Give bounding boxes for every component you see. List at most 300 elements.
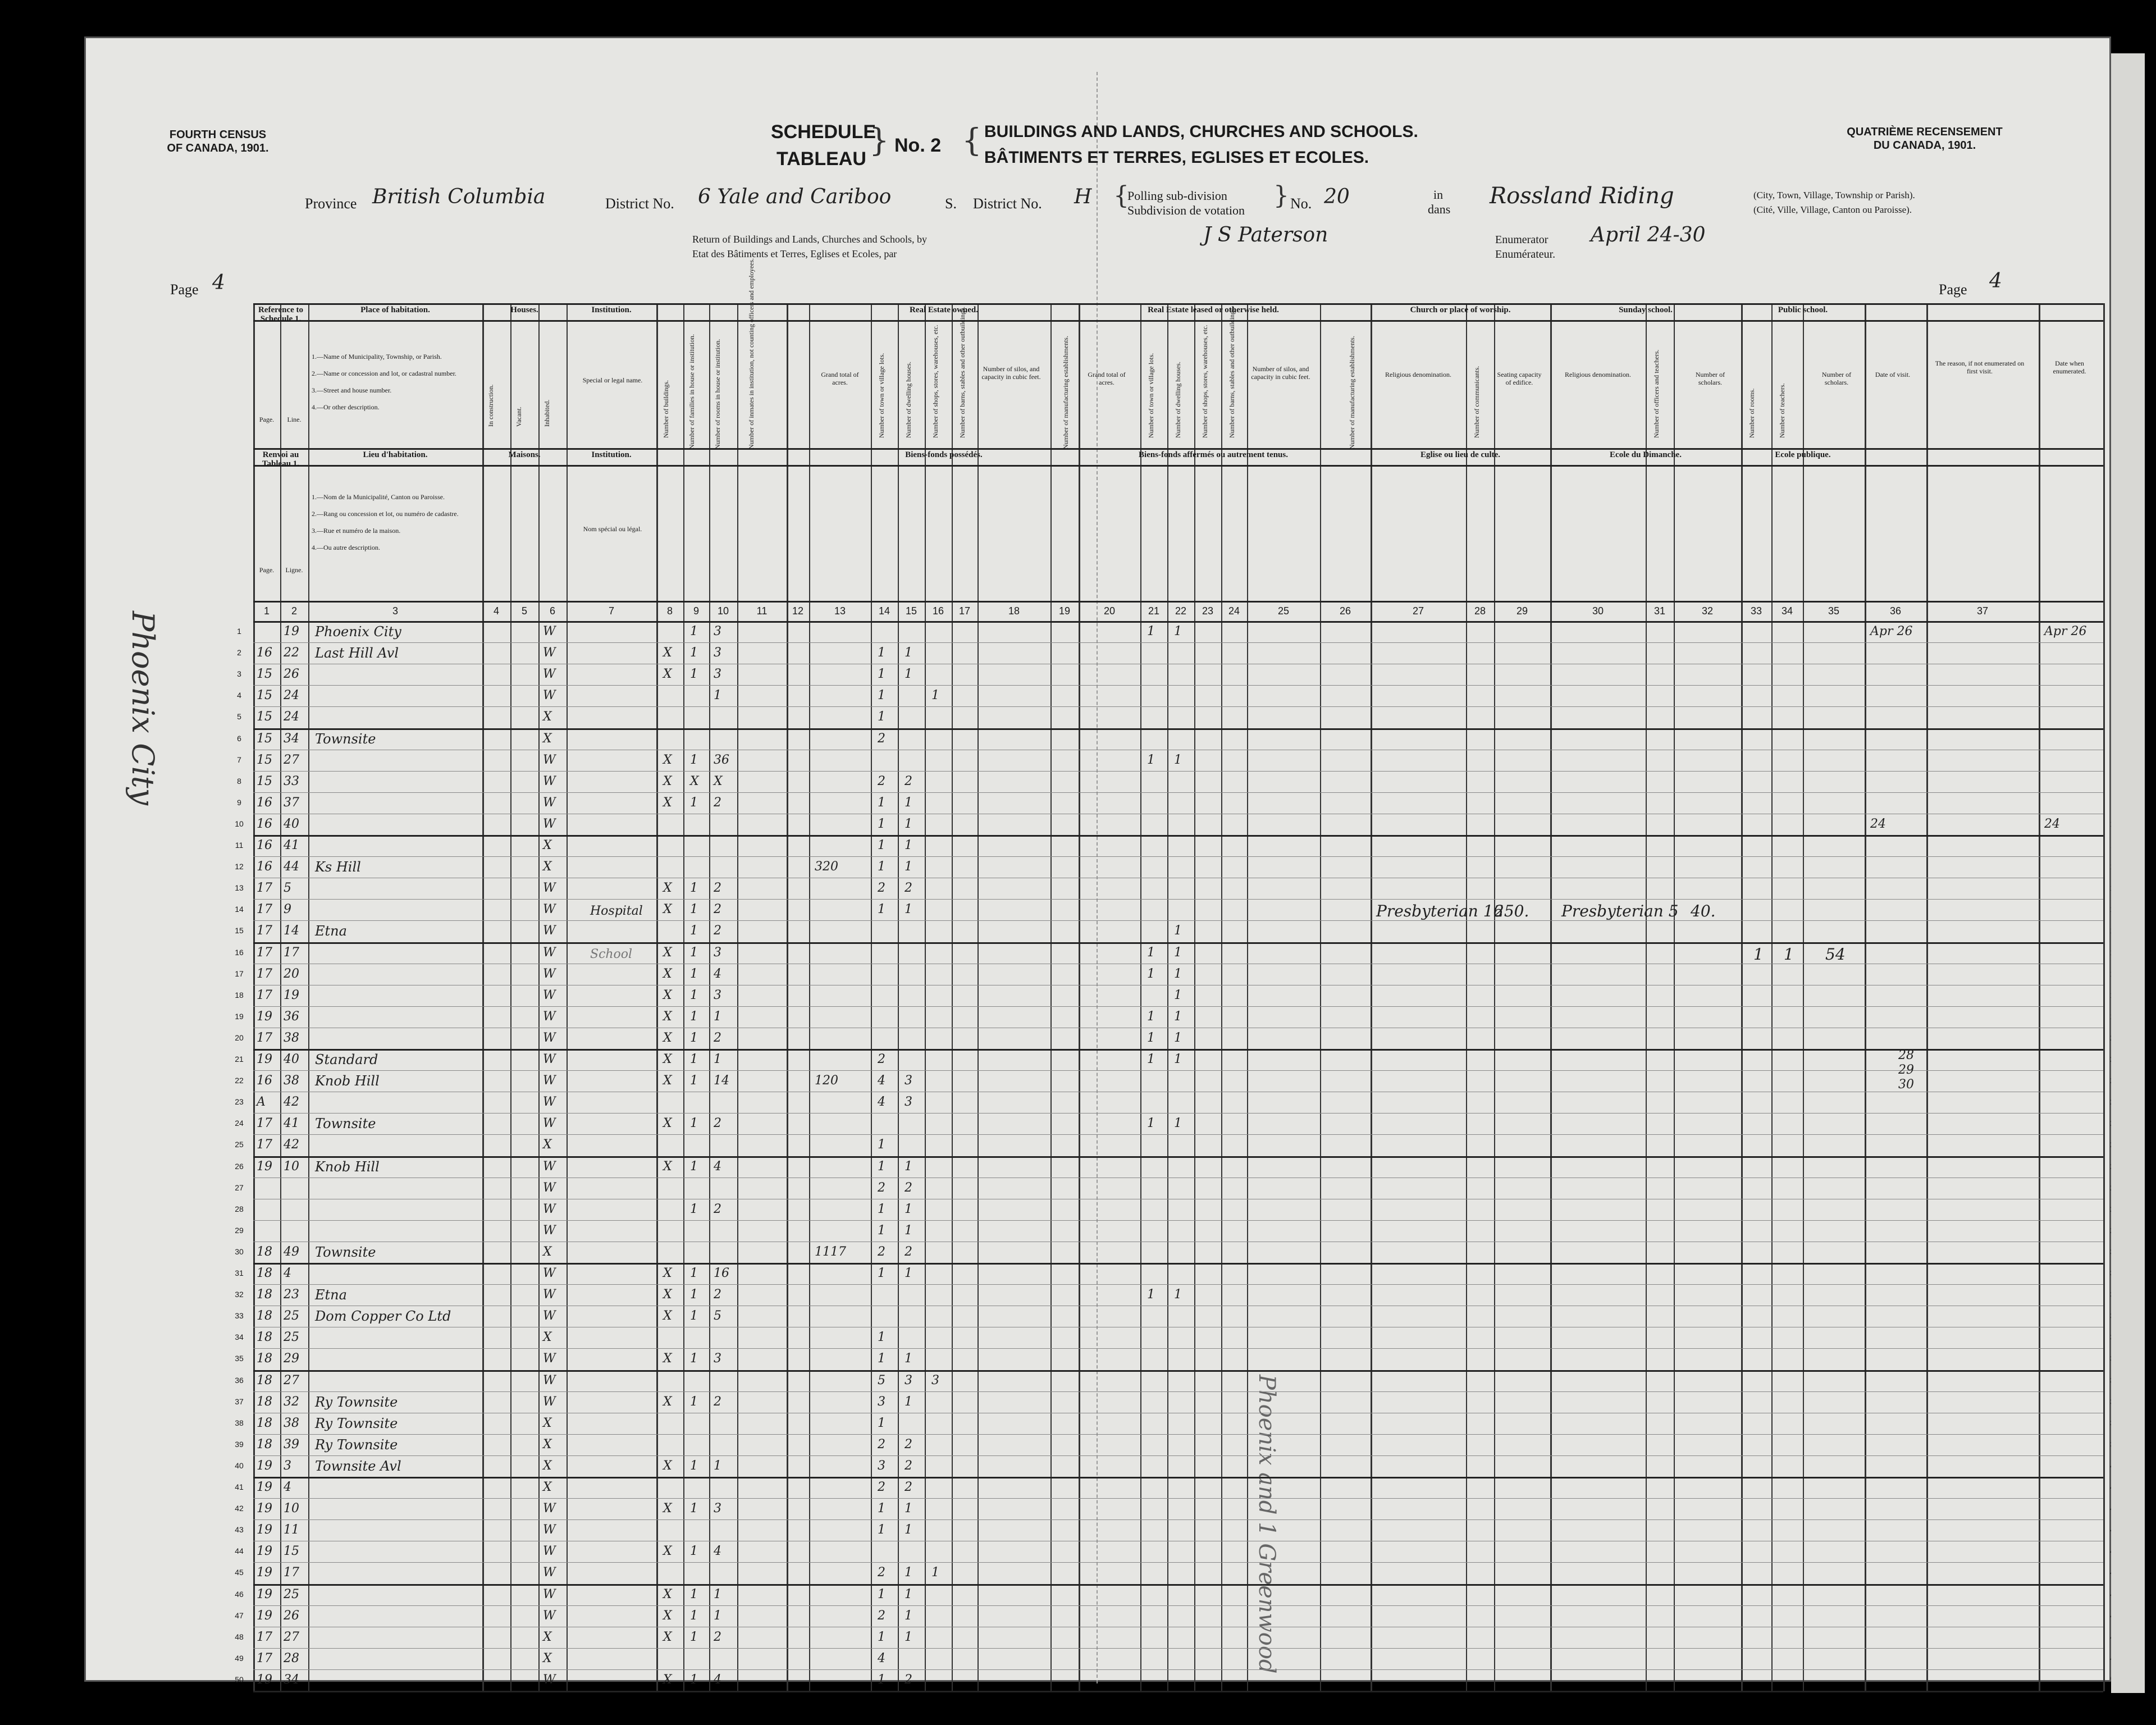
subhead-grand-total-acres-leased: Grand total of acres.: [1088, 371, 1126, 386]
cell-house: X: [543, 1416, 552, 1430]
cell-page: 19: [257, 1159, 272, 1174]
cell-bld: X: [663, 1009, 672, 1024]
cell-dw: 3: [905, 1095, 912, 1110]
cell-page: 17: [257, 1138, 272, 1152]
row-rule: [253, 1605, 2103, 1606]
row-number: 18: [235, 990, 244, 1000]
province-label: Province: [305, 195, 357, 212]
row-number: 16: [235, 947, 244, 957]
brace-polling: {: [1113, 181, 1129, 210]
row-number: 5: [237, 712, 241, 722]
cell-dw: 2: [905, 1458, 912, 1473]
column-rule: [925, 303, 926, 1691]
cell-house: X: [543, 710, 552, 724]
cell-rooms: 5: [714, 1309, 721, 1324]
cell-l20: 1: [1147, 1030, 1155, 1045]
cell-lots: 3: [878, 1394, 885, 1409]
row-number: 39: [235, 1439, 244, 1449]
cell-page: 18: [257, 1352, 272, 1366]
enumerator-value: J S Paterson: [1203, 223, 1328, 247]
cell-bld: X: [663, 966, 672, 981]
row-number: 27: [235, 1183, 244, 1192]
cell-page: 19: [257, 1523, 272, 1537]
page-left-label: Page: [170, 281, 199, 298]
cell-line: 27: [284, 752, 299, 767]
group-sunday-en: Sunday school.: [1619, 305, 1673, 314]
column-number: 9: [693, 605, 699, 617]
cell-house: X: [543, 1330, 552, 1345]
subdistrict-label: District No.: [973, 195, 1042, 212]
cell-line: 11: [284, 1523, 299, 1537]
header-rule: [253, 465, 2103, 467]
cell-lots: 1: [878, 816, 885, 831]
cell-house: W: [543, 1587, 556, 1601]
column-number: 22: [1175, 605, 1187, 617]
cell-l20: 1: [1147, 966, 1155, 981]
column-rule: [1926, 303, 1928, 1691]
cell-line: 34: [284, 731, 299, 746]
group-place-fr: Lieu d'habitation.: [363, 450, 428, 459]
cell-line: 38: [284, 1074, 299, 1088]
column-rule: [737, 303, 738, 1691]
column-rule: [1247, 303, 1248, 1691]
column-number: 35: [1828, 605, 1840, 617]
cell-line: 20: [284, 966, 299, 981]
cell-bld: X: [663, 1630, 672, 1644]
cell-page: 18: [257, 1244, 272, 1259]
column-rule: [482, 303, 484, 1691]
cell-rooms: 3: [714, 667, 721, 682]
cell-house: W: [543, 667, 556, 682]
cell-line: 27: [284, 1373, 299, 1388]
cell-bld: X: [663, 1052, 672, 1066]
row-number: 28: [235, 1204, 244, 1213]
column-number: 16: [932, 605, 944, 617]
cell-page: 18: [257, 1309, 272, 1324]
cell-lots: 1: [878, 1523, 885, 1537]
cell-bld: X: [663, 1394, 672, 1409]
row-number: 15: [235, 926, 244, 935]
cell-bld: X: [663, 646, 672, 660]
row-number: 46: [235, 1589, 244, 1599]
cell-line: 19: [284, 988, 299, 1002]
cell-fam: 1: [690, 795, 698, 810]
cell-dw: 1: [905, 1523, 912, 1537]
cell-page: 17: [257, 902, 272, 917]
column-rule: [1741, 303, 1743, 1691]
cell-l21: 1: [1174, 624, 1182, 638]
column-number: 10: [717, 605, 729, 617]
cell-house: W: [543, 1030, 556, 1045]
place-type-fr: (Cité, Ville, Village, Canton ou Paroisse).: [1753, 204, 1912, 215]
row-number: 48: [235, 1632, 244, 1641]
row-number: 2: [237, 648, 241, 658]
group-reference-en: Reference to Schedule 1.: [258, 305, 304, 323]
group-real-leased-fr: Biens-fonds affermés ou autrement tenus.: [1139, 450, 1288, 459]
group-sunday-fr: Ecole du Dimanche.: [1610, 450, 1682, 459]
cell-line: 27: [284, 1630, 299, 1644]
row-rule: [253, 1477, 2103, 1478]
row-rule: [253, 1498, 2103, 1499]
subhead-num-rooms: Number of rooms in house or institution.: [714, 339, 721, 449]
cell-place: Townsite: [315, 731, 376, 747]
cell-lots: 4: [878, 1074, 885, 1088]
column-number: 7: [608, 605, 614, 617]
cell-line: 38: [284, 1416, 299, 1430]
schedule-number: No. 2: [894, 135, 942, 156]
row15-institution: Hospital: [590, 904, 643, 918]
column-rule: [1371, 303, 1372, 1691]
row-rule: [253, 1263, 2103, 1265]
row15-church: Presbyterian 16: [1376, 902, 1504, 920]
row-number: 41: [235, 1482, 244, 1491]
margin-note-left: Phoenix City: [125, 611, 161, 806]
cell-fam: 1: [690, 924, 698, 938]
cell-fam: 1: [690, 1159, 698, 1174]
cell-line: 26: [284, 667, 299, 682]
subhead-barns: Number of barns, stables and other outbuildings.: [958, 307, 966, 438]
row-rule: [253, 1156, 2103, 1158]
row15-sunday-scholars: 40.: [1691, 902, 1716, 920]
title-en: BUILDINGS AND LANDS, CHURCHES AND SCHOOLS.: [984, 122, 1418, 141]
cell-dw: 1: [905, 838, 912, 852]
row-number: 4: [237, 691, 241, 700]
cell-rooms: 2: [714, 1394, 721, 1409]
cell-l20: 1: [1147, 1009, 1155, 1024]
cell-house: W: [543, 1116, 556, 1131]
column-number: 20: [1103, 605, 1116, 617]
cell-page: 17: [257, 1651, 272, 1665]
row-number: 50: [235, 1674, 244, 1684]
column-rule: [1140, 303, 1141, 1691]
cell-house: X: [543, 1138, 552, 1152]
cell-house: W: [543, 1523, 556, 1537]
row-number: 22: [235, 1076, 244, 1085]
cell-line: 29: [284, 1352, 299, 1366]
cell-lots: 1: [878, 1223, 885, 1238]
cell-l21: 1: [1174, 924, 1182, 938]
cell-page: 18: [257, 1330, 272, 1345]
cell-line: 41: [284, 838, 299, 852]
column-rule: [1646, 303, 1647, 1691]
cell-page: 19: [257, 1458, 272, 1473]
cell-dw: 1: [905, 1202, 912, 1216]
subhead-town-lots: Number of town or village lots.: [878, 353, 885, 438]
cell-house: W: [543, 945, 556, 960]
cell-rooms: 36: [714, 752, 729, 767]
column-rule: [280, 303, 281, 1691]
cell-dw: 1: [905, 1502, 912, 1516]
row-rule: [253, 899, 2103, 900]
cell-dw: 1: [905, 1352, 912, 1366]
cell-rooms: 2: [714, 1630, 721, 1644]
brace-no: }: [1273, 181, 1289, 210]
row-rule: [253, 856, 2103, 857]
cell-dw: 2: [905, 774, 912, 788]
column-number: 13: [834, 605, 846, 617]
cell-line: 39: [284, 1437, 299, 1452]
cell-page: 16: [257, 646, 272, 660]
cell-line: 24: [284, 710, 299, 724]
cell-fam: 1: [690, 1587, 698, 1601]
cell-rooms: 1: [714, 1608, 721, 1623]
column-number: 2: [291, 605, 297, 617]
cell-lots: 2: [878, 1437, 885, 1452]
cell-visit: Apr 26: [1870, 624, 1913, 638]
row-number: 14: [235, 905, 244, 914]
cell-dw: 1: [905, 1223, 912, 1238]
cell-line: 42: [284, 1138, 299, 1152]
cell-rooms: 2: [714, 924, 721, 938]
subdistrict-value: H: [1074, 185, 1092, 208]
column-rule: [1865, 303, 1866, 1691]
cell-l20: 1: [1147, 1288, 1155, 1302]
cell-bld: X: [663, 1544, 672, 1559]
cell-fam: 1: [690, 1352, 698, 1366]
cell-lots: 1: [878, 1159, 885, 1174]
row18-school-rooms: 1: [1753, 945, 1764, 964]
cell-page: 16: [257, 816, 272, 831]
subhead-grand-total-acres: Grand total of acres.: [821, 371, 859, 386]
cell-line: 17: [284, 1566, 299, 1580]
subhead-reason: The reason, if not enumerated on first visit.: [1935, 359, 2025, 375]
cell-page: 19: [257, 1608, 272, 1623]
cell-page: 17: [257, 966, 272, 981]
cell-dw: 2: [905, 1437, 912, 1452]
column-rule: [1221, 303, 1222, 1691]
cell-line: 25: [284, 1309, 299, 1324]
column-number: 30: [1592, 605, 1604, 617]
cell-rooms: 4: [714, 1672, 721, 1687]
subhead-num-buildings: Number of buildings.: [662, 380, 670, 438]
cell-rooms: 3: [714, 1352, 721, 1366]
cell-house: W: [543, 1052, 556, 1066]
cell-lots: 1: [878, 1587, 885, 1601]
cell-house: X: [543, 1630, 552, 1644]
column-rule: [683, 303, 684, 1691]
group-houses-fr: Maisons.: [508, 450, 541, 459]
row-number: 33: [235, 1311, 244, 1321]
row-number: 12: [235, 862, 244, 871]
cell-lots: 5: [878, 1373, 885, 1388]
cell-dw: 1: [905, 1266, 912, 1280]
column-rule: [1194, 303, 1195, 1691]
cell-place: Knob Hill: [315, 1158, 380, 1175]
cell-lots: 1: [878, 1630, 885, 1644]
cell-place: Townsite: [315, 1244, 376, 1260]
polling-label-fr: Subdivision de votation: [1127, 203, 1245, 217]
subhead-dwelling-houses: Number of dwelling houses.: [905, 362, 912, 438]
column-rule: [1674, 303, 1675, 1691]
column-rule: [952, 303, 953, 1691]
row-number: 47: [235, 1610, 244, 1620]
cell-house: W: [543, 774, 556, 788]
row-number: 1: [237, 627, 241, 636]
cell-fam: 1: [690, 667, 698, 682]
cell-line: 25: [284, 1587, 299, 1601]
cell-sh: 3: [931, 1373, 939, 1388]
cell-house: X: [543, 1458, 552, 1473]
row-number: 8: [237, 776, 241, 786]
visit-22: 28: [1898, 1048, 1914, 1062]
cell-bld: X: [663, 1288, 672, 1302]
row-number: 6: [237, 733, 241, 743]
cell-line: 49: [284, 1244, 299, 1259]
column-number: 12: [792, 605, 804, 617]
row-number: 37: [235, 1397, 244, 1406]
row-number: 11: [235, 841, 244, 850]
column-rule: [567, 303, 568, 1691]
cell-bld: X: [663, 667, 672, 682]
group-real-owned-fr: Biens-fonds possédés.: [905, 450, 983, 459]
row-number: 36: [235, 1375, 244, 1385]
cell-page: 16: [257, 1074, 272, 1088]
row-number: 45: [235, 1568, 244, 1577]
cell-fam: 1: [690, 881, 698, 896]
row-number: 17: [235, 969, 244, 978]
subhead-nom-special: Nom spécial ou légal.: [583, 525, 642, 533]
row-number: 34: [235, 1332, 244, 1342]
cell-lots: 2: [878, 1180, 885, 1195]
column-number: 17: [958, 605, 971, 617]
cell-rooms: 3: [714, 624, 721, 638]
margin-note-bottom: Phoenix and 1 Greenwood: [1254, 1375, 1280, 1674]
cell-page: 19: [257, 1480, 272, 1494]
cell-line: 9: [284, 902, 291, 917]
cell-rooms: 2: [714, 881, 721, 896]
cell-sh: 1: [931, 688, 939, 703]
cell-house: W: [543, 1009, 556, 1024]
cell-lots: 1: [878, 1330, 885, 1345]
column-number: 25: [1277, 605, 1290, 617]
cell-page: 17: [257, 1630, 272, 1644]
cell-page: 16: [257, 838, 272, 852]
cell-lots: 1: [878, 1416, 885, 1430]
cell-bld: X: [663, 1159, 672, 1174]
cell-enum: Apr 26: [2044, 624, 2087, 638]
group-reference-fr: Renvoi au Tableau 1.: [262, 450, 300, 468]
cell-dw: 1: [905, 667, 912, 682]
cell-lots: 2: [878, 1052, 885, 1066]
cell-line: 41: [284, 1116, 299, 1131]
district-label: District No.: [605, 195, 674, 212]
column-number: 5: [521, 605, 527, 617]
column-number: 28: [1474, 605, 1486, 617]
district-suffix: S.: [945, 195, 957, 212]
cell-fam: 1: [690, 1202, 698, 1216]
cell-lots: 2: [878, 881, 885, 896]
cell-dw: 2: [905, 1180, 912, 1195]
cell-house: X: [543, 838, 552, 852]
cell-line: 24: [284, 688, 299, 703]
page-right-value: 4: [1989, 270, 2002, 293]
cell-line: 44: [284, 860, 299, 874]
column-number: 18: [1008, 605, 1020, 617]
row-rule: [253, 792, 2103, 793]
row-rule: [253, 706, 2103, 707]
column-rule: [1494, 303, 1495, 1691]
cell-dw: 3: [905, 1373, 912, 1388]
row-rule: [253, 835, 2103, 837]
group-real-leased-en: Real Estate leased or otherwise held.: [1148, 305, 1279, 314]
cell-house: W: [543, 1566, 556, 1580]
column-number: 36: [1889, 605, 1902, 617]
column-number: 29: [1516, 605, 1528, 617]
column-rule: [787, 303, 788, 1691]
cell-page: 19: [257, 1009, 272, 1024]
cell-dw: 1: [905, 646, 912, 660]
column-number: 14: [878, 605, 890, 617]
cell-visit: 24: [1870, 816, 1886, 831]
cell-rooms: 3: [714, 1502, 721, 1516]
cell-house: W: [543, 1352, 556, 1366]
cell-lots: 1: [878, 710, 885, 724]
column-number: 33: [1750, 605, 1762, 617]
cell-line: 36: [284, 1009, 299, 1024]
cell-fam: 1: [690, 1672, 698, 1687]
cell-bld: X: [663, 945, 672, 960]
cell-lots: 4: [878, 1651, 885, 1665]
cell-l21: 1: [1174, 966, 1182, 981]
cell-place: Knob Hill: [315, 1073, 380, 1089]
cell-page: 17: [257, 1116, 272, 1131]
row-number: 21: [235, 1055, 244, 1064]
column-number: 11: [756, 605, 768, 617]
cell-rooms: 2: [714, 1202, 721, 1216]
cell-lots: 1: [878, 795, 885, 810]
cell-lots: 2: [878, 1244, 885, 1259]
cell-fam: 1: [690, 1074, 698, 1088]
cell-page: 15: [257, 731, 272, 746]
cell-rooms: 1: [714, 1587, 721, 1601]
cell-house: X: [543, 1244, 552, 1259]
group-institution-en: Institution.: [591, 305, 632, 314]
row15-sunday: Presbyterian 5: [1561, 902, 1679, 920]
column-rule: [1050, 303, 1052, 1691]
cell-lots: 1: [878, 646, 885, 660]
header-rule: [253, 320, 2103, 322]
date-value: April 24-30: [1591, 223, 1706, 247]
cell-l20: 1: [1147, 1052, 1155, 1066]
subhead-teachers: Number of teachers.: [1778, 383, 1786, 438]
column-number: 15: [905, 605, 917, 617]
column-number: 27: [1412, 605, 1424, 617]
row-number: 9: [237, 797, 241, 807]
row-rule: [253, 1691, 2103, 1692]
row15-seating: 250.: [1494, 902, 1529, 920]
cell-line: 17: [284, 945, 299, 960]
cell-fam: 1: [690, 1052, 698, 1066]
cell-line: 42: [284, 1095, 299, 1110]
column-rule: [1771, 303, 1773, 1691]
cell-house: W: [543, 902, 556, 917]
row-rule: [253, 1648, 2103, 1649]
subhead-seating: Seating capacity of edifice.: [1497, 371, 1542, 386]
cell-page: 16: [257, 860, 272, 874]
cell-page: 18: [257, 1288, 272, 1302]
row-rule: [253, 685, 2103, 686]
cell-bld: X: [663, 1352, 672, 1366]
cell-rooms: 2: [714, 902, 721, 917]
cell-house: W: [543, 924, 556, 938]
cell-enum: 24: [2044, 816, 2060, 831]
cell-place: Townsite: [315, 1116, 376, 1132]
cell-house: X: [543, 1651, 552, 1665]
cell-bld: X: [663, 1030, 672, 1045]
cell-bld: X: [663, 774, 672, 788]
cell-lots: 2: [878, 1608, 885, 1623]
enumerator-label-en: Enumerator: [1495, 234, 1549, 246]
